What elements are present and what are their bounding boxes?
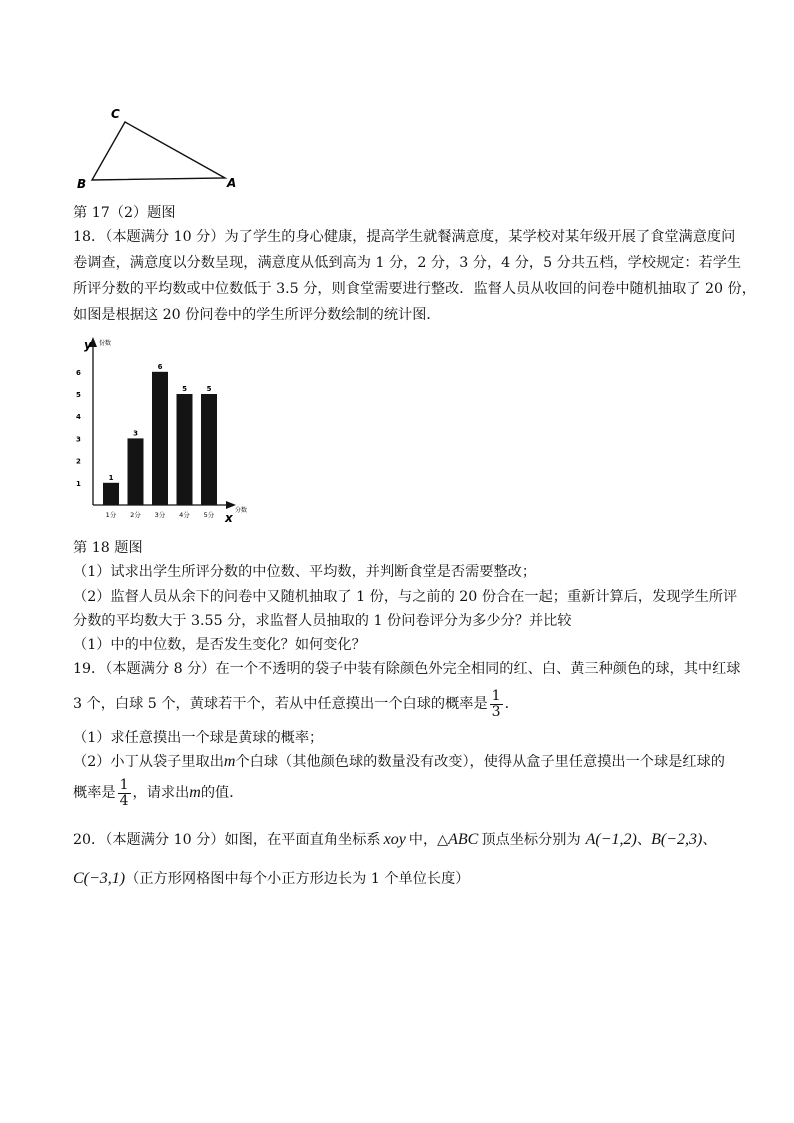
y-tick-label: 2 (76, 457, 81, 466)
x-tick-label: 5分 (203, 511, 215, 519)
x-tick-label: 1分 (105, 511, 117, 519)
bar-value-label: 1 (108, 473, 114, 482)
q19-sub2 (73, 752, 725, 772)
q19-line2 (73, 687, 519, 721)
q19-line3 (73, 775, 243, 811)
bar-value-label: 5 (206, 385, 212, 393)
x-axis-unit: 分数 (235, 507, 248, 514)
x-axis-letter: x (225, 511, 233, 525)
fig18-caption: 第 18 题图 (73, 540, 143, 556)
fraction-one-quarter (118, 778, 131, 809)
q18-sub2-line3: （1）中的中位数，是否发生变化？如何变化？ (73, 637, 366, 653)
x-tick-label: 2分 (130, 511, 141, 519)
var-m: m (189, 784, 201, 801)
q19-line2-text: 3 个，白球 5 个，黄球若干个，若从中任意摸出一个白球的概率是 (73, 696, 488, 712)
x-tick-label: 4分 (179, 511, 190, 519)
y-tick-label: 6 (76, 368, 81, 377)
q20-line1 (73, 828, 717, 852)
q19-line3-mid: ，请求出 (132, 785, 190, 801)
fraction-numerator: 1 (491, 687, 501, 704)
q19-line3-text: 概率是 (73, 785, 116, 801)
bar-value-label: 5 (182, 385, 187, 393)
point-b: B(−2,3) (651, 831, 703, 848)
bar (128, 438, 144, 505)
q19-line1: 19．（本题满分 8 分）在一个不透明的袋子中装有除颜色外完全相同的红、白、黄三种颜色的球，其中红球 (73, 661, 741, 677)
fraction-denominator: 3 (491, 703, 501, 720)
q18-sub2-line2: 分数的平均数大于 3.55 分，求监督人员抽取的 1 份问卷评分为多少分？并比较 (73, 613, 572, 629)
triangle-abc (92, 122, 225, 180)
q18-line4: 如图是根据这 20 份问卷中的学生所评分数绘制的统计图． (73, 307, 441, 323)
label-c: C (111, 107, 120, 121)
label-b: B (77, 177, 87, 191)
bar (152, 372, 168, 505)
q18-sub2-line1: （2）监督人员从余下的问卷中又随机抽取了 1 份，与之前的 20 份合在一起；重新计算后，发现学生所评 (73, 589, 738, 605)
triangle-figure (70, 100, 250, 195)
q18-sub1: （1）试求出学生所评分数的中位数、平均数，并判断食堂是否需要整改； (73, 564, 537, 580)
q18-line3: 所评分数的平均数或中位数低于 3.5 分，则食堂需要进行整改．监督人员从收回的问卷中随机抽取了 20 份， (73, 281, 756, 297)
fraction-denominator: 4 (119, 792, 129, 809)
q18-line1: 18．（本题满分 10 分）为了学生的身心健康，提高学生就餐满意度，某学校对某年级开展了食堂满意度问 (73, 229, 736, 245)
x-tick-label: 3分 (154, 511, 166, 519)
score-bar-chart (70, 335, 270, 530)
var-m: m (223, 753, 236, 770)
y-axis-unit: 份数 (99, 340, 112, 347)
separator: 、 (636, 832, 652, 848)
q20-line1-mid: 中，△ (408, 832, 449, 848)
coord-system: xoy (383, 831, 406, 848)
q19-sub2-rest: 个白球（其他颜色球的数量没有改变），使得从盒子里任意摸出一个球是红球的 (235, 754, 725, 770)
y-axis-letter: y (84, 338, 92, 352)
q19-line3-end: 的值． (200, 785, 244, 801)
bar-value-label: 6 (157, 362, 163, 371)
y-tick-label: 3 (76, 435, 81, 444)
bar (177, 394, 193, 505)
y-tick-label: 4 (76, 413, 81, 422)
q19-sub1: （1）求任意摸出一个球是黄球的概率； (73, 730, 324, 746)
q20-line2 (73, 867, 470, 891)
bar-value-label: 3 (133, 429, 138, 438)
separator: 、 (702, 832, 717, 848)
y-tick-label: 1 (76, 479, 81, 488)
fraction-one-third (490, 689, 503, 720)
q18-line2: 卷调查，满意度以分数呈现，满意度从低到高为 1 分，2 分，3 分，4 分，5 分共五档，学校规定：若学生 (73, 255, 742, 271)
q20-line1-mid2: 顶点坐标分别为 (481, 832, 581, 848)
q19-sub2-text: （2）小丁从袋子里取出 (73, 754, 224, 770)
bar (103, 483, 119, 505)
point-c: C(−3,1) (73, 870, 126, 887)
fig17-caption: 第 17（2）题图 (73, 205, 176, 221)
q20-line2-text: （正方形网格图中每个小正方形边长为 1 个单位长度） (125, 871, 470, 887)
q19-line2-end: ． (504, 696, 519, 712)
point-a: A(−1,2) (585, 831, 637, 848)
y-tick-label: 5 (76, 391, 81, 399)
triangle-name: ABC (448, 831, 479, 848)
q20-line1-text: 20．（本题满分 10 分）如图，在平面直角坐标系 (73, 832, 381, 848)
bar (201, 394, 217, 505)
fraction-numerator: 1 (119, 776, 129, 793)
label-a: A (227, 176, 237, 190)
